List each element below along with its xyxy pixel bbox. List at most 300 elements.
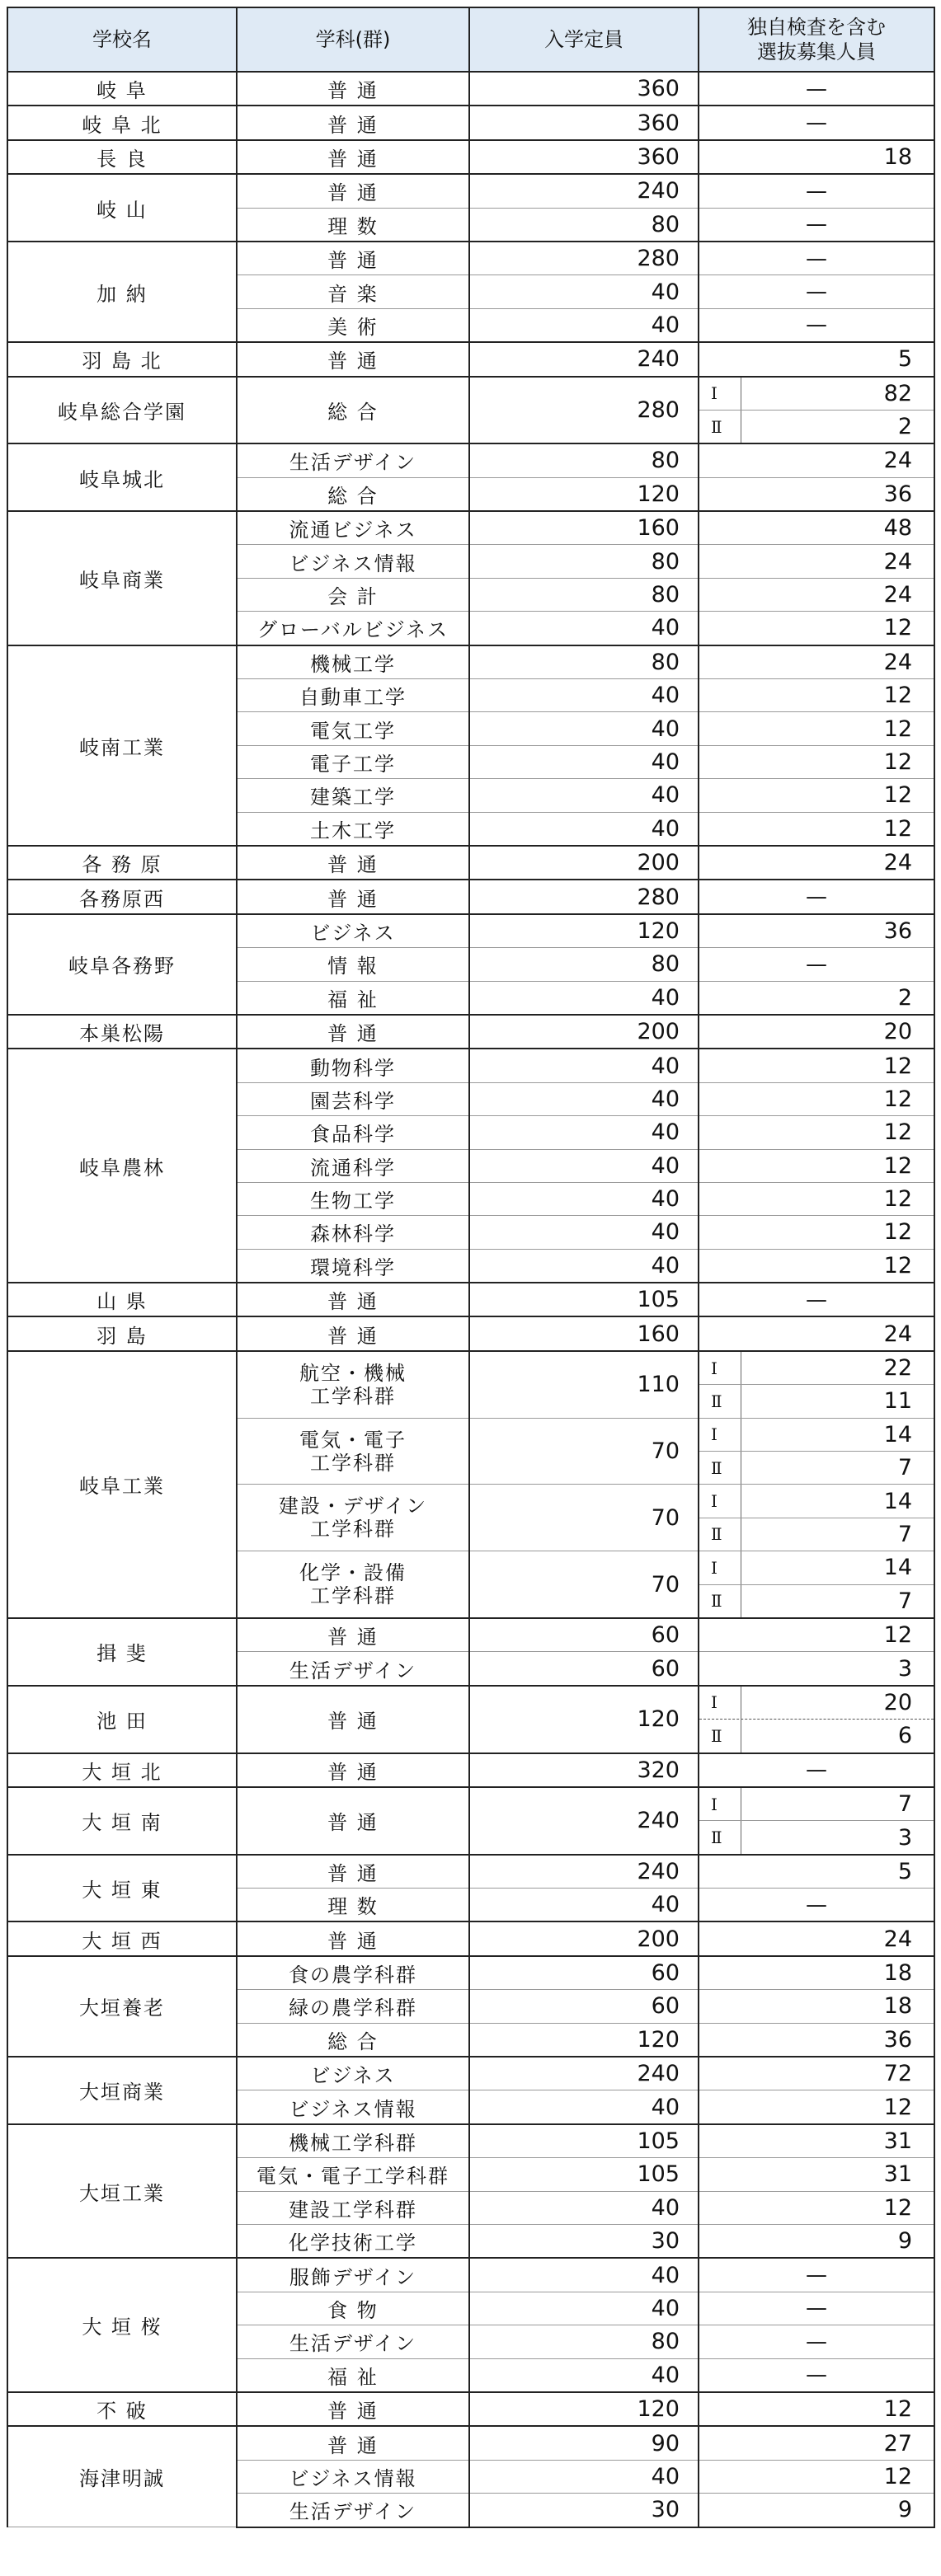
selection-cell: 24 bbox=[699, 1921, 934, 1955]
selection-value: 20 bbox=[883, 1689, 912, 1715]
capacity-cell: 200 bbox=[469, 1921, 699, 1955]
table-row bbox=[7, 106, 934, 139]
table-row bbox=[7, 1956, 934, 1990]
selection-cell: — bbox=[699, 174, 934, 208]
selection-cell: 18 bbox=[699, 1990, 934, 2023]
admissions-table-wrapper bbox=[7, 7, 934, 2528]
school-name-cell: 大 垣 桜 bbox=[7, 2258, 237, 2392]
department-cell: 普 通 bbox=[237, 1921, 469, 1955]
stage-label: Ⅰ bbox=[699, 1687, 741, 1719]
department-cell: 総 合 bbox=[237, 477, 469, 511]
school-name-cell: 長 良 bbox=[7, 140, 237, 174]
selection-cell: — bbox=[699, 1889, 934, 1922]
selection-split-cell bbox=[699, 1485, 934, 1551]
department-cell: 化学技術工学 bbox=[237, 2225, 469, 2259]
selection-cell: 24 bbox=[699, 443, 934, 477]
department-cell: 自動車工学 bbox=[237, 679, 469, 712]
department-cell: 建設・デザイン 工学科群 bbox=[237, 1485, 469, 1551]
table-row bbox=[7, 2258, 934, 2292]
capacity-cell: 320 bbox=[469, 1753, 699, 1787]
capacity-cell: 70 bbox=[469, 1485, 699, 1551]
department-cell: 流通科学 bbox=[237, 1149, 469, 1182]
selection-split-cell bbox=[699, 1686, 934, 1753]
table-row bbox=[7, 846, 934, 880]
table-row bbox=[7, 242, 934, 275]
department-cell: 総 合 bbox=[237, 377, 469, 444]
department-cell: 普 通 bbox=[237, 1753, 469, 1787]
department-cell: 建設工学科群 bbox=[237, 2191, 469, 2224]
department-cell: 美 術 bbox=[237, 308, 469, 342]
table-row bbox=[7, 1921, 934, 1955]
selection-cell: 3 bbox=[699, 1652, 934, 1686]
stage-label: Ⅱ bbox=[699, 1821, 741, 1853]
selection-cell: 12 bbox=[699, 1082, 934, 1115]
capacity-cell: 40 bbox=[469, 2090, 699, 2124]
selection-value: 3 bbox=[897, 1824, 912, 1851]
selection-split-cell bbox=[699, 1418, 934, 1485]
department-cell: 福 祉 bbox=[237, 2358, 469, 2392]
capacity-cell: 280 bbox=[469, 377, 699, 444]
header-school: 学校名 bbox=[7, 7, 237, 72]
selection-value: 2 bbox=[897, 414, 912, 440]
selection-value: 7 bbox=[897, 1521, 912, 1547]
capacity-cell: 200 bbox=[469, 1015, 699, 1049]
selection-split-cell bbox=[699, 1551, 934, 1618]
capacity-cell: 80 bbox=[469, 948, 699, 981]
table-row bbox=[7, 1283, 934, 1316]
capacity-cell: 80 bbox=[469, 578, 699, 611]
selection-cell: 24 bbox=[699, 1316, 934, 1350]
selection-sub-row bbox=[699, 1719, 934, 1752]
selection-sub-row bbox=[699, 1485, 934, 1517]
capacity-cell: 240 bbox=[469, 1855, 699, 1889]
capacity-cell: 105 bbox=[469, 2158, 699, 2191]
capacity-cell: 360 bbox=[469, 140, 699, 174]
department-cell: 電気工学 bbox=[237, 712, 469, 745]
capacity-cell: 30 bbox=[469, 2494, 699, 2527]
department-cell: 理 数 bbox=[237, 1889, 469, 1922]
selection-cell: — bbox=[699, 308, 934, 342]
capacity-cell: 360 bbox=[469, 72, 699, 106]
admissions-table bbox=[7, 7, 935, 2528]
department-cell: 普 通 bbox=[237, 2426, 469, 2460]
table-row bbox=[7, 1753, 934, 1787]
table-row bbox=[7, 645, 934, 679]
department-cell: 普 通 bbox=[237, 846, 469, 880]
selection-cell: 72 bbox=[699, 2057, 934, 2090]
selection-cell: — bbox=[699, 2292, 934, 2325]
capacity-cell: 70 bbox=[469, 1551, 699, 1618]
school-name-cell: 岐 阜 bbox=[7, 72, 237, 106]
capacity-cell: 40 bbox=[469, 2358, 699, 2392]
department-cell: 生活デザイン bbox=[237, 1652, 469, 1686]
table-row bbox=[7, 1049, 934, 1082]
selection-cell: 12 bbox=[699, 2460, 934, 2493]
department-cell: 生活デザイン bbox=[237, 2325, 469, 2358]
selection-cell: — bbox=[699, 106, 934, 139]
stage-label: Ⅰ bbox=[699, 378, 741, 410]
school-name-cell: 本巣松陽 bbox=[7, 1015, 237, 1049]
selection-cell: 12 bbox=[699, 812, 934, 846]
capacity-cell: 40 bbox=[469, 1182, 699, 1215]
table-row bbox=[7, 2124, 934, 2158]
selection-value: 14 bbox=[883, 1421, 912, 1448]
stage-label: Ⅰ bbox=[699, 1485, 741, 1517]
header-row bbox=[7, 7, 934, 72]
selection-cell: — bbox=[699, 2358, 934, 2392]
selection-sub-row bbox=[699, 1518, 934, 1551]
selection-cell: 12 bbox=[699, 1249, 934, 1283]
stage-label: Ⅱ bbox=[699, 1585, 741, 1617]
header-dept: 学科(群) bbox=[237, 7, 469, 72]
capacity-cell: 40 bbox=[469, 1082, 699, 1115]
selection-cell: 12 bbox=[699, 1049, 934, 1082]
selection-value: 6 bbox=[897, 1723, 912, 1749]
stage-label: Ⅰ bbox=[699, 1551, 741, 1584]
capacity-cell: 40 bbox=[469, 1149, 699, 1182]
capacity-cell: 40 bbox=[469, 275, 699, 308]
selection-cell: 18 bbox=[699, 1956, 934, 1990]
capacity-cell: 40 bbox=[469, 1049, 699, 1082]
capacity-cell: 70 bbox=[469, 1418, 699, 1485]
selection-cell: 12 bbox=[699, 2090, 934, 2124]
selection-cell: 2 bbox=[699, 981, 934, 1015]
department-cell: 普 通 bbox=[237, 106, 469, 139]
selection-cell: 12 bbox=[699, 712, 934, 745]
school-name-cell: 岐阜総合学園 bbox=[7, 377, 237, 444]
selection-cell: 12 bbox=[699, 2191, 934, 2224]
selection-sub-row bbox=[699, 410, 934, 443]
capacity-cell: 120 bbox=[469, 1686, 699, 1753]
selection-cell: 12 bbox=[699, 745, 934, 778]
department-cell: 食品科学 bbox=[237, 1116, 469, 1149]
selection-split-cell bbox=[699, 377, 934, 444]
selection-cell: — bbox=[699, 948, 934, 981]
capacity-cell: 120 bbox=[469, 914, 699, 948]
capacity-cell: 120 bbox=[469, 477, 699, 511]
selection-cell: 5 bbox=[699, 1855, 934, 1889]
capacity-cell: 40 bbox=[469, 612, 699, 645]
department-cell: 普 通 bbox=[237, 880, 469, 913]
selection-split-cell bbox=[699, 1351, 934, 1418]
selection-cell: 48 bbox=[699, 511, 934, 545]
capacity-cell: 160 bbox=[469, 511, 699, 545]
school-name-cell: 岐阜各務野 bbox=[7, 914, 237, 1015]
capacity-cell: 40 bbox=[469, 745, 699, 778]
department-cell: 緑の農学科群 bbox=[237, 1990, 469, 2023]
capacity-cell: 80 bbox=[469, 2325, 699, 2358]
capacity-cell: 105 bbox=[469, 2124, 699, 2158]
department-cell: 食 物 bbox=[237, 2292, 469, 2325]
selection-cell: — bbox=[699, 72, 934, 106]
department-cell: 普 通 bbox=[237, 1283, 469, 1316]
selection-sub-row bbox=[699, 1352, 934, 1384]
school-name-cell: 岐阜城北 bbox=[7, 443, 237, 511]
capacity-cell: 40 bbox=[469, 812, 699, 846]
department-cell: 普 通 bbox=[237, 1855, 469, 1889]
capacity-cell: 40 bbox=[469, 981, 699, 1015]
selection-cell: 12 bbox=[699, 1182, 934, 1215]
school-name-cell: 山 県 bbox=[7, 1283, 237, 1316]
stage-label: Ⅱ bbox=[699, 411, 741, 443]
capacity-cell: 160 bbox=[469, 1316, 699, 1350]
department-cell: 電気・電子工学科群 bbox=[237, 2158, 469, 2191]
capacity-cell: 40 bbox=[469, 1116, 699, 1149]
capacity-cell: 40 bbox=[469, 712, 699, 745]
school-name-cell: 加 納 bbox=[7, 242, 237, 342]
school-name-cell: 大 垣 西 bbox=[7, 1921, 237, 1955]
table-row bbox=[7, 1686, 934, 1753]
school-name-cell: 岐南工業 bbox=[7, 645, 237, 846]
selection-cell: 36 bbox=[699, 2023, 934, 2057]
capacity-cell: 40 bbox=[469, 1216, 699, 1249]
school-name-cell: 大 垣 南 bbox=[7, 1787, 237, 1855]
selection-cell: — bbox=[699, 1753, 934, 1787]
school-name-cell: 不 破 bbox=[7, 2392, 237, 2426]
department-cell: 土木工学 bbox=[237, 812, 469, 846]
capacity-cell: 40 bbox=[469, 2292, 699, 2325]
department-cell: 機械工学 bbox=[237, 645, 469, 679]
selection-cell: — bbox=[699, 242, 934, 275]
capacity-cell: 40 bbox=[469, 679, 699, 712]
selection-cell: — bbox=[699, 2258, 934, 2292]
capacity-cell: 40 bbox=[469, 2191, 699, 2224]
capacity-cell: 40 bbox=[469, 2258, 699, 2292]
selection-value: 7 bbox=[897, 1588, 912, 1614]
selection-cell: — bbox=[699, 880, 934, 913]
capacity-cell: 120 bbox=[469, 2392, 699, 2426]
selection-value: 14 bbox=[883, 1488, 912, 1514]
school-name-cell: 岐 阜 北 bbox=[7, 106, 237, 139]
department-cell: 情 報 bbox=[237, 948, 469, 981]
capacity-cell: 40 bbox=[469, 1889, 699, 1922]
selection-cell: 24 bbox=[699, 578, 934, 611]
selection-value: 11 bbox=[883, 1388, 912, 1415]
table-body bbox=[7, 72, 934, 2527]
header-selection: 独自検査を含む 選抜募集人員 bbox=[699, 7, 934, 72]
selection-sub-row bbox=[699, 1551, 934, 1584]
selection-cell: 9 bbox=[699, 2225, 934, 2259]
selection-cell: 31 bbox=[699, 2124, 934, 2158]
school-name-cell: 大 垣 東 bbox=[7, 1855, 237, 1922]
stage-label: Ⅰ bbox=[699, 1788, 741, 1820]
department-cell: 普 通 bbox=[237, 242, 469, 275]
selection-cell: 24 bbox=[699, 645, 934, 679]
capacity-cell: 60 bbox=[469, 1618, 699, 1652]
capacity-cell: 280 bbox=[469, 242, 699, 275]
stage-label: Ⅱ bbox=[699, 1385, 741, 1417]
department-cell: 普 通 bbox=[237, 1015, 469, 1049]
department-cell: 普 通 bbox=[237, 342, 469, 376]
department-cell: 総 合 bbox=[237, 2023, 469, 2057]
selection-cell: 12 bbox=[699, 1618, 934, 1652]
selection-value: 22 bbox=[883, 1355, 912, 1382]
capacity-cell: 240 bbox=[469, 1787, 699, 1855]
capacity-cell: 60 bbox=[469, 1652, 699, 1686]
department-cell: ビジネス bbox=[237, 914, 469, 948]
school-name-cell: 池 田 bbox=[7, 1686, 237, 1753]
capacity-cell: 240 bbox=[469, 2057, 699, 2090]
table-row bbox=[7, 2426, 934, 2460]
stage-label: Ⅱ bbox=[699, 1720, 741, 1752]
school-name-cell: 大垣商業 bbox=[7, 2057, 237, 2124]
table-row bbox=[7, 1618, 934, 1652]
department-cell: 建築工学 bbox=[237, 779, 469, 812]
table-row bbox=[7, 140, 934, 174]
capacity-cell: 90 bbox=[469, 2426, 699, 2460]
department-cell: 森林科学 bbox=[237, 1216, 469, 1249]
stage-label: Ⅰ bbox=[699, 1352, 741, 1384]
department-cell: 食の農学科群 bbox=[237, 1956, 469, 1990]
school-name-cell: 大垣養老 bbox=[7, 1956, 237, 2057]
capacity-cell: 40 bbox=[469, 2460, 699, 2493]
department-cell: ビジネス bbox=[237, 2057, 469, 2090]
table-row bbox=[7, 1351, 934, 1418]
school-name-cell: 大 垣 北 bbox=[7, 1753, 237, 1787]
selection-cell: 24 bbox=[699, 846, 934, 880]
school-name-cell: 海津明誠 bbox=[7, 2426, 237, 2527]
department-cell: 電気・電子 工学科群 bbox=[237, 1418, 469, 1485]
table-row bbox=[7, 342, 934, 376]
department-cell: 普 通 bbox=[237, 1787, 469, 1855]
selection-cell: 18 bbox=[699, 140, 934, 174]
department-cell: ビジネス情報 bbox=[237, 2090, 469, 2124]
capacity-cell: 110 bbox=[469, 1351, 699, 1418]
department-cell: 園芸科学 bbox=[237, 1082, 469, 1115]
selection-cell: — bbox=[699, 1283, 934, 1316]
department-cell: 会 計 bbox=[237, 578, 469, 611]
department-cell: 電子工学 bbox=[237, 745, 469, 778]
selection-cell: 9 bbox=[699, 2494, 934, 2527]
stage-label: Ⅱ bbox=[699, 1452, 741, 1484]
school-name-cell: 岐阜農林 bbox=[7, 1049, 237, 1283]
department-cell: 普 通 bbox=[237, 72, 469, 106]
department-cell: 機械工学科群 bbox=[237, 2124, 469, 2158]
selection-cell: 36 bbox=[699, 914, 934, 948]
table-row bbox=[7, 511, 934, 545]
table-row bbox=[7, 1855, 934, 1889]
capacity-cell: 240 bbox=[469, 342, 699, 376]
table-row bbox=[7, 174, 934, 208]
selection-cell: 5 bbox=[699, 342, 934, 376]
capacity-cell: 80 bbox=[469, 645, 699, 679]
department-cell: 生物工学 bbox=[237, 1182, 469, 1215]
capacity-cell: 80 bbox=[469, 545, 699, 578]
capacity-cell: 80 bbox=[469, 443, 699, 477]
department-cell: 環境科学 bbox=[237, 1249, 469, 1283]
department-cell: 普 通 bbox=[237, 174, 469, 208]
selection-cell: 12 bbox=[699, 679, 934, 712]
selection-sub-row bbox=[699, 1584, 934, 1617]
selection-value: 14 bbox=[883, 1555, 912, 1581]
school-name-cell: 大垣工業 bbox=[7, 2124, 237, 2259]
capacity-cell: 105 bbox=[469, 1283, 699, 1316]
selection-cell: 36 bbox=[699, 477, 934, 511]
school-name-cell: 岐阜工業 bbox=[7, 1351, 237, 1618]
school-name-cell: 羽 島 bbox=[7, 1316, 237, 1350]
capacity-cell: 200 bbox=[469, 846, 699, 880]
table-row bbox=[7, 377, 934, 444]
table-row bbox=[7, 2392, 934, 2426]
selection-cell: — bbox=[699, 2325, 934, 2358]
selection-cell: — bbox=[699, 208, 934, 242]
school-name-cell: 各 務 原 bbox=[7, 846, 237, 880]
school-name-cell: 羽 島 北 bbox=[7, 342, 237, 376]
selection-sub-row bbox=[699, 1384, 934, 1417]
selection-sub-row bbox=[699, 1820, 934, 1853]
selection-sub-row bbox=[699, 1687, 934, 1719]
department-cell: 流通ビジネス bbox=[237, 511, 469, 545]
department-cell: 動物科学 bbox=[237, 1049, 469, 1082]
department-cell: ビジネス情報 bbox=[237, 2460, 469, 2493]
selection-cell: 20 bbox=[699, 1015, 934, 1049]
school-name-cell: 岐阜商業 bbox=[7, 511, 237, 645]
selection-cell: — bbox=[699, 275, 934, 308]
table-row bbox=[7, 443, 934, 477]
department-cell: 航空・機械 工学科群 bbox=[237, 1351, 469, 1418]
table-row bbox=[7, 1015, 934, 1049]
selection-cell: 12 bbox=[699, 2392, 934, 2426]
table-row bbox=[7, 880, 934, 913]
department-cell: 普 通 bbox=[237, 2392, 469, 2426]
stage-label: Ⅱ bbox=[699, 1518, 741, 1551]
department-cell: 福 祉 bbox=[237, 981, 469, 1015]
school-name-cell: 岐 山 bbox=[7, 174, 237, 242]
table-row bbox=[7, 1316, 934, 1350]
capacity-cell: 30 bbox=[469, 2225, 699, 2259]
school-name-cell: 各務原西 bbox=[7, 880, 237, 913]
selection-sub-row bbox=[699, 378, 934, 410]
selection-cell: 31 bbox=[699, 2158, 934, 2191]
capacity-cell: 240 bbox=[469, 174, 699, 208]
selection-cell: 12 bbox=[699, 779, 934, 812]
capacity-cell: 60 bbox=[469, 1956, 699, 1990]
capacity-cell: 120 bbox=[469, 2023, 699, 2057]
department-cell: 生活デザイン bbox=[237, 443, 469, 477]
department-cell: 普 通 bbox=[237, 1618, 469, 1652]
capacity-cell: 360 bbox=[469, 106, 699, 139]
capacity-cell: 280 bbox=[469, 880, 699, 913]
department-cell: 音 楽 bbox=[237, 275, 469, 308]
capacity-cell: 40 bbox=[469, 1249, 699, 1283]
capacity-cell: 40 bbox=[469, 308, 699, 342]
capacity-cell: 80 bbox=[469, 208, 699, 242]
selection-sub-row bbox=[699, 1788, 934, 1820]
table-row bbox=[7, 2057, 934, 2090]
selection-cell: 24 bbox=[699, 545, 934, 578]
department-cell: 普 通 bbox=[237, 1316, 469, 1350]
department-cell: 普 通 bbox=[237, 140, 469, 174]
selection-cell: 12 bbox=[699, 1149, 934, 1182]
selection-sub-row bbox=[699, 1419, 934, 1451]
department-cell: 理 数 bbox=[237, 208, 469, 242]
stage-label: Ⅰ bbox=[699, 1419, 741, 1451]
selection-cell: 12 bbox=[699, 1216, 934, 1249]
department-cell: 生活デザイン bbox=[237, 2494, 469, 2527]
department-cell: 化学・設備 工学科群 bbox=[237, 1551, 469, 1618]
table-row bbox=[7, 72, 934, 106]
selection-cell: 27 bbox=[699, 2426, 934, 2460]
department-cell: ビジネス情報 bbox=[237, 545, 469, 578]
selection-value: 7 bbox=[897, 1455, 912, 1481]
table-row bbox=[7, 914, 934, 948]
header-capacity: 入学定員 bbox=[469, 7, 699, 72]
table-row bbox=[7, 1787, 934, 1855]
selection-value: 82 bbox=[883, 380, 912, 406]
selection-split-cell bbox=[699, 1787, 934, 1855]
school-name-cell: 揖 斐 bbox=[7, 1618, 237, 1686]
selection-sub-row bbox=[699, 1451, 934, 1484]
